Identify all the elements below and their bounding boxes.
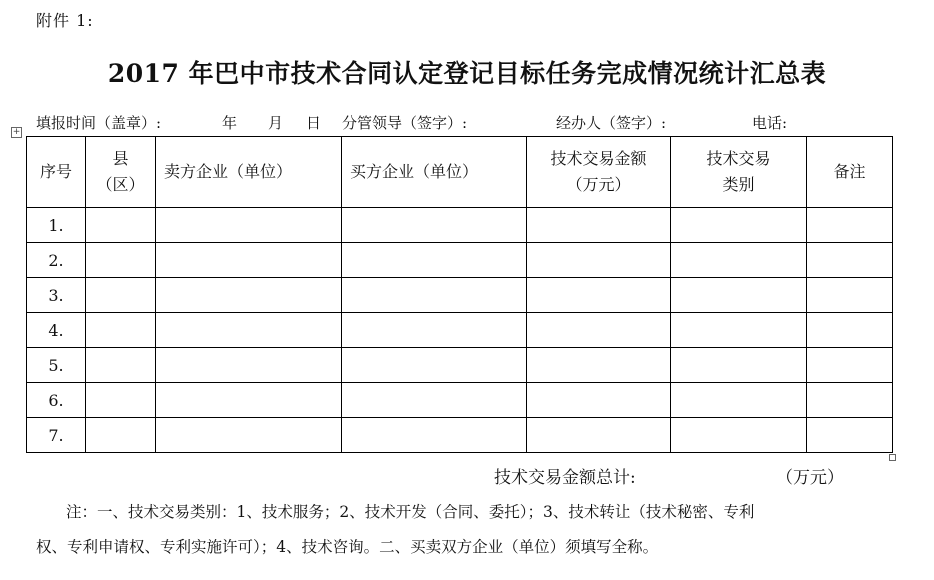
table-row (27, 313, 893, 348)
header-amount-line2: （万元） (566, 175, 631, 194)
page-title: 2017 年巴中市技术合同认定登记目标任务完成情况统计汇总表 (107, 59, 827, 88)
cell-county[interactable] (86, 348, 156, 383)
header-amount-line1: 技术交易金额 (550, 149, 647, 168)
cell-buyer[interactable] (342, 243, 527, 278)
cell-remark[interactable] (807, 313, 893, 348)
cell-amount[interactable] (527, 208, 671, 243)
cell-seller[interactable] (156, 383, 342, 418)
cell-type[interactable] (671, 348, 807, 383)
month-label: 月 (268, 114, 284, 132)
year-label: 年 (222, 114, 238, 132)
attachment-label: 附件 1: (36, 11, 94, 30)
cell-seller[interactable] (156, 313, 342, 348)
header-seller: 卖方企业（单位） (156, 137, 342, 208)
cell-type[interactable] (671, 418, 807, 453)
cell-seq: 4. (27, 313, 86, 348)
table-row (27, 243, 893, 278)
cell-seller[interactable] (156, 348, 342, 383)
cell-type[interactable] (671, 313, 807, 348)
cell-buyer[interactable] (342, 383, 527, 418)
header-amount (527, 137, 671, 208)
cell-county[interactable] (86, 313, 156, 348)
cell-buyer[interactable] (342, 208, 527, 243)
cell-seller[interactable] (156, 418, 342, 453)
cell-buyer[interactable] (342, 348, 527, 383)
header-type-line2: 类别 (722, 175, 755, 194)
header-buyer: 买方企业（单位） (342, 137, 527, 208)
cell-seller[interactable] (156, 208, 342, 243)
cell-amount[interactable] (527, 313, 671, 348)
cell-type[interactable] (671, 208, 807, 243)
table-row (27, 278, 893, 313)
header-seq: 序号 (27, 137, 86, 208)
handler-label: 经办人（签字）: (556, 114, 667, 132)
fill-time-label: 填报时间（盖章）: (36, 114, 162, 132)
header-type (671, 137, 807, 208)
note-line-1: 注：一、技术交易类别：1、技术服务；2、技术开发（合同、委托）；3、技术转让（技术秘密、专利 (66, 503, 755, 521)
table-row (27, 418, 893, 453)
cell-seq: 7. (27, 418, 86, 453)
table-row (27, 348, 893, 383)
total-amount-unit: （万元） (776, 468, 844, 488)
cell-county[interactable] (86, 383, 156, 418)
header-county-line2: （区） (96, 175, 145, 194)
cell-seq: 1. (27, 208, 86, 243)
header-county-line1: 县 (112, 149, 129, 168)
day-label: 日 (306, 114, 322, 132)
cell-amount[interactable] (527, 348, 671, 383)
cell-amount[interactable] (527, 278, 671, 313)
cell-buyer[interactable] (342, 418, 527, 453)
cell-seq: 6. (27, 383, 86, 418)
cell-county[interactable] (86, 278, 156, 313)
table-resize-handle[interactable] (889, 454, 896, 461)
cell-type[interactable] (671, 243, 807, 278)
cell-remark[interactable] (807, 418, 893, 453)
table-header-row (27, 137, 893, 208)
leader-label: 分管领导（签字）: (342, 114, 468, 132)
phone-label: 电话: (752, 114, 788, 132)
cell-county[interactable] (86, 243, 156, 278)
cell-seller[interactable] (156, 243, 342, 278)
header-remark: 备注 (807, 137, 893, 208)
summary-table (26, 136, 893, 453)
cell-remark[interactable] (807, 208, 893, 243)
cell-seq: 5. (27, 348, 86, 383)
cell-county[interactable] (86, 418, 156, 453)
cell-seller[interactable] (156, 278, 342, 313)
note-line-2: 权、专利申请权、专利实施许可）；4、技术咨询。二、买卖双方企业（单位）须填写全称。 (36, 538, 659, 556)
table-move-handle-icon[interactable]: + (12, 127, 21, 137)
cell-amount[interactable] (527, 243, 671, 278)
total-amount-label: 技术交易金额总计: (494, 468, 636, 488)
cell-amount[interactable] (527, 418, 671, 453)
cell-buyer[interactable] (342, 313, 527, 348)
cell-remark[interactable] (807, 348, 893, 383)
cell-seq: 3. (27, 278, 86, 313)
cell-remark[interactable] (807, 278, 893, 313)
cell-type[interactable] (671, 278, 807, 313)
cell-remark[interactable] (807, 383, 893, 418)
table-row (27, 383, 893, 418)
cell-amount[interactable] (527, 383, 671, 418)
cell-remark[interactable] (807, 243, 893, 278)
table-row (27, 208, 893, 243)
cell-type[interactable] (671, 383, 807, 418)
cell-seq: 2. (27, 243, 86, 278)
cell-buyer[interactable] (342, 278, 527, 313)
header-type-line1: 技术交易 (706, 149, 771, 168)
header-county (86, 137, 156, 208)
cell-county[interactable] (86, 208, 156, 243)
